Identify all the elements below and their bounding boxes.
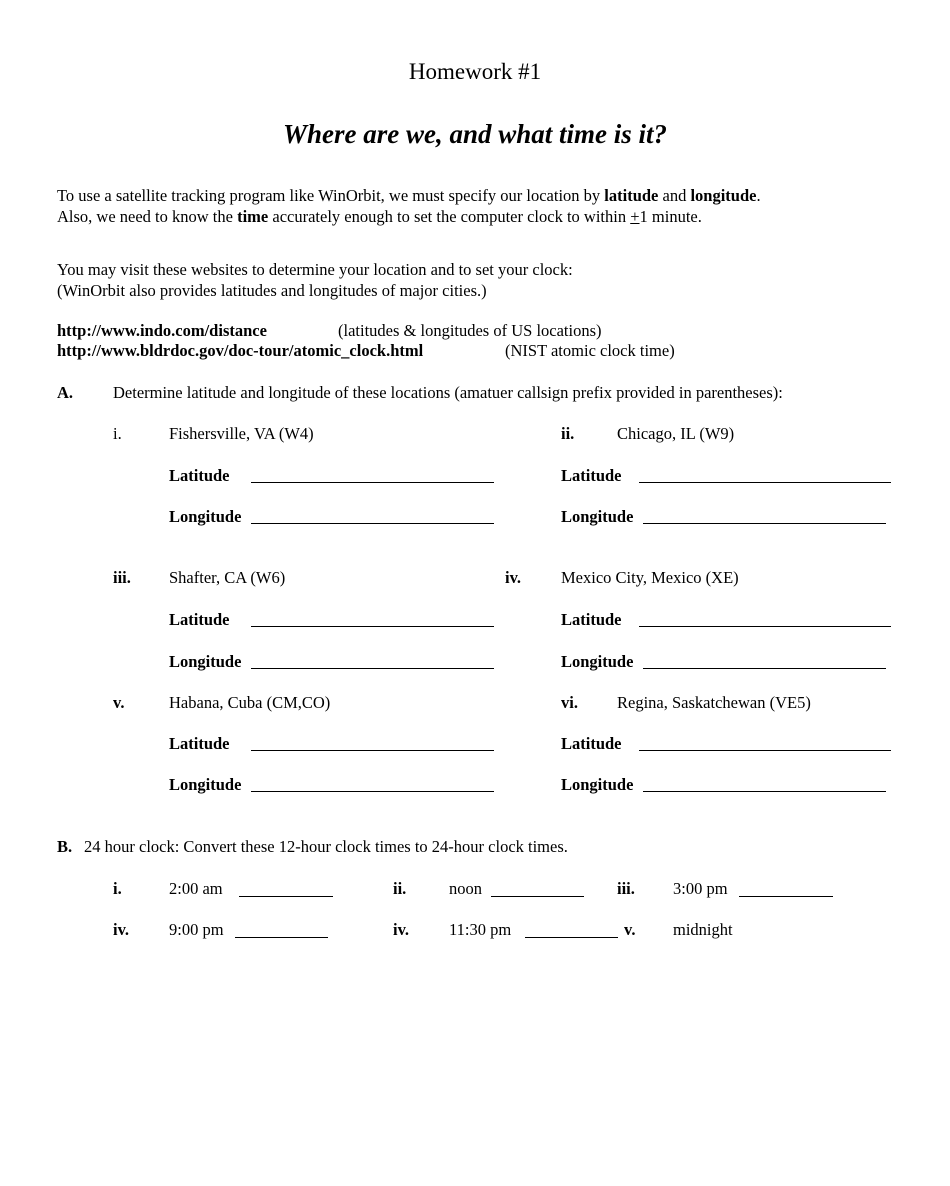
intro-text: .: [756, 186, 761, 205]
section-a-label: A.: [57, 383, 74, 402]
latitude-label: Latitude: [169, 610, 230, 629]
intro-text: and: [658, 186, 691, 205]
latitude-label: Latitude: [561, 734, 622, 753]
websites-intro-line-1: You may visit these websites to determine your location and to set your clock:: [57, 260, 573, 279]
longitude-answer-blank[interactable]: [643, 791, 886, 792]
latitude-label: Latitude: [561, 610, 622, 629]
location-number: i.: [113, 424, 122, 443]
link-nist-clock[interactable]: http://www.bldrdoc.gov/doc-tour/atomic_clock.html: [57, 341, 424, 360]
time-term: time: [237, 207, 269, 226]
longitude-label: Longitude: [169, 507, 242, 526]
time-item-value: 3:00 pm: [673, 879, 728, 898]
location-name: Fishersville, VA (W4): [169, 424, 314, 443]
location-number: iv.: [505, 568, 522, 587]
longitude-answer-blank[interactable]: [251, 668, 494, 669]
time-answer-blank[interactable]: [491, 896, 584, 897]
plus-minus-sign: +: [630, 207, 640, 226]
latitude-answer-blank[interactable]: [251, 750, 494, 751]
link-indo-distance[interactable]: http://www.indo.com/distance: [57, 321, 267, 340]
longitude-label: Longitude: [561, 507, 634, 526]
longitude-term: longitude: [690, 186, 757, 205]
time-answer-blank[interactable]: [239, 896, 333, 897]
page-title: Homework #1: [408, 59, 542, 84]
longitude-answer-blank[interactable]: [251, 791, 494, 792]
longitude-label: Longitude: [561, 775, 634, 794]
longitude-label: Longitude: [561, 652, 634, 671]
link-indo-description: (latitudes & longitudes of US locations): [338, 321, 602, 340]
time-item-number: iv.: [393, 920, 410, 939]
latitude-answer-blank[interactable]: [639, 482, 891, 483]
time-item-value: midnight: [673, 920, 733, 939]
time-item-number: iii.: [617, 879, 635, 898]
time-item-number: iv.: [113, 920, 130, 939]
longitude-label: Longitude: [169, 775, 242, 794]
location-number: v.: [113, 693, 125, 712]
location-name: Shafter, CA (W6): [169, 568, 286, 587]
time-item-number: v.: [624, 920, 636, 939]
location-name: Regina, Saskatchewan (VE5): [617, 693, 811, 712]
longitude-label: Longitude: [169, 652, 242, 671]
websites-intro-line-2: (WinOrbit also provides latitudes and longitudes of major cities.): [57, 281, 487, 300]
intro-text: Also, we need to know the: [57, 207, 238, 226]
time-item-value: noon: [449, 879, 482, 898]
location-number: iii.: [113, 568, 131, 587]
section-b-instruction: 24 hour clock: Convert these 12-hour clock times to 24-hour clock times.: [84, 837, 568, 856]
intro-line-1: [57, 186, 761, 206]
latitude-answer-blank[interactable]: [639, 626, 891, 627]
time-answer-blank[interactable]: [235, 937, 328, 938]
location-name: Chicago, IL (W9): [617, 424, 735, 443]
latitude-label: Latitude: [169, 466, 230, 485]
longitude-answer-blank[interactable]: [643, 523, 886, 524]
time-item-value: 2:00 am: [169, 879, 223, 898]
time-item-number: ii.: [393, 879, 407, 898]
time-item-value: 9:00 pm: [169, 920, 224, 939]
latitude-answer-blank[interactable]: [251, 626, 494, 627]
latitude-answer-blank[interactable]: [251, 482, 494, 483]
location-number: ii.: [561, 424, 575, 443]
latitude-label: Latitude: [561, 466, 622, 485]
intro-text: accurately enough to set the computer clock to within: [268, 207, 631, 226]
intro-text: To use a satellite tracking program like WinOrbit, we must specify our location by: [57, 186, 605, 205]
intro-line-2: [57, 207, 702, 227]
latitude-answer-blank[interactable]: [639, 750, 891, 751]
section-b-label: B.: [57, 837, 73, 856]
time-answer-blank[interactable]: [525, 937, 618, 938]
page-heading: Where are we, and what time is it?: [282, 119, 668, 149]
longitude-answer-blank[interactable]: [643, 668, 886, 669]
location-name: Habana, Cuba (CM,CO): [169, 693, 331, 712]
time-item-number: i.: [113, 879, 122, 898]
time-answer-blank[interactable]: [739, 896, 833, 897]
longitude-answer-blank[interactable]: [251, 523, 494, 524]
location-number: vi.: [561, 693, 578, 712]
time-item-value: 11:30 pm: [449, 920, 512, 939]
link-nist-description: (NIST atomic clock time): [505, 341, 675, 360]
section-a-instruction: Determine latitude and longitude of these locations (amatuer callsign prefix provided in parentheses):: [113, 383, 783, 402]
latitude-term: latitude: [604, 186, 659, 205]
latitude-label: Latitude: [169, 734, 230, 753]
intro-text: 1 minute.: [639, 207, 702, 226]
location-name: Mexico City, Mexico (XE): [561, 568, 739, 587]
